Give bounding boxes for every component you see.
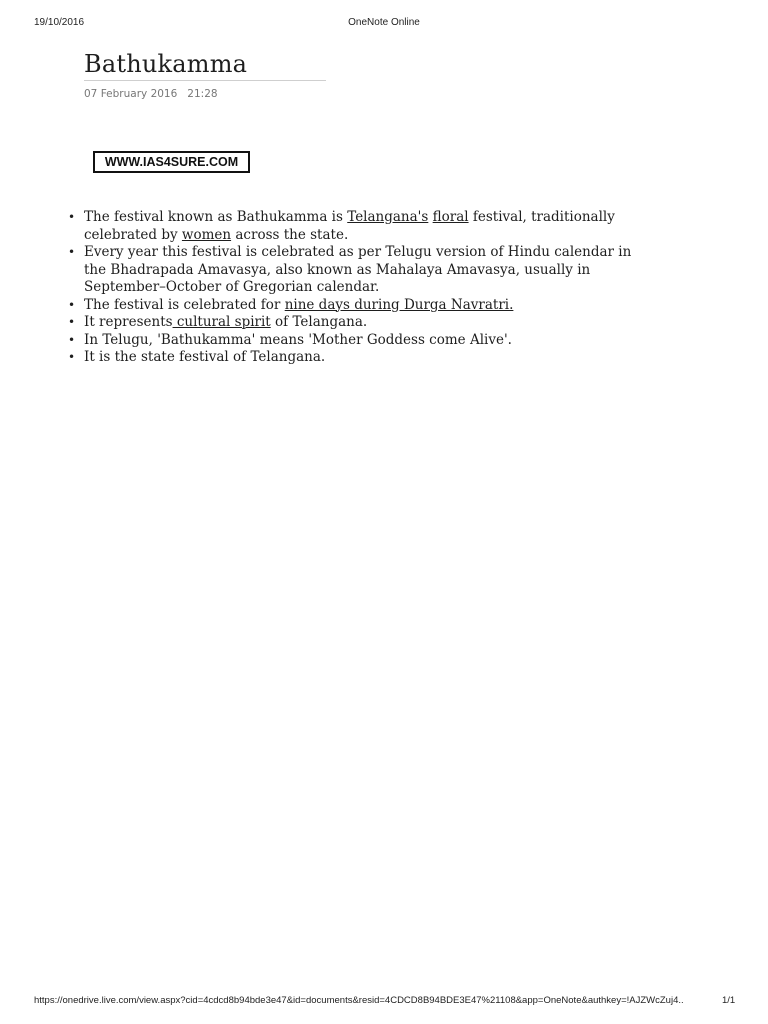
bullet-item: [84, 297, 654, 315]
print-header: [0, 17, 768, 31]
bullet-text: Every year this festival is celebrated as per Telugu version of Hindu calendar in the Bhadrapada Amavasya, also known as Mahalaya Amavasya, usually in September–October of Gregorian calendar.: [84, 244, 632, 295]
bullet-text: It represents: [84, 314, 173, 330]
print-url: https://onedrive.live.com/view.aspx?cid=4cdcd8b94bde3e47&id=documents&resid=4CDCD8B94BDE3E47%21108&app=OneNote&authkey=!AJZWcZuj4..: [34, 995, 684, 1006]
page-count: 1/1: [722, 995, 736, 1006]
page-date: 07 February 2016: [84, 88, 178, 100]
title-divider: [84, 80, 326, 81]
underlined-text: Telangana's: [347, 209, 429, 225]
bullet-text: In Telugu, 'Bathukamma' means 'Mother Goddess come Alive'.: [84, 331, 512, 348]
page-title: Bathukamma: [84, 50, 248, 78]
bullet-text: The festival known as Bathukamma is: [84, 209, 348, 225]
bullet-item: [84, 314, 654, 332]
bullet-list: [64, 209, 654, 367]
bullet-text: The festival is celebrated for: [84, 296, 285, 313]
print-title: OneNote Online: [348, 17, 420, 28]
print-date: 19/10/2016: [34, 17, 85, 28]
watermark-box: [93, 151, 250, 173]
print-footer: [0, 995, 768, 1009]
bullet-item: [84, 349, 654, 367]
bullet-text: It is the state festival of Telangana.: [84, 349, 326, 365]
bullet-text: of Telangana.: [270, 314, 368, 330]
page-meta: [84, 88, 218, 100]
underlined-text: nine days during Durga Navratri.: [284, 296, 514, 313]
bullet-item: [84, 332, 654, 350]
underlined-text: cultural spirit: [172, 314, 271, 330]
underlined-text: women: [181, 226, 232, 243]
bullet-item: [84, 209, 654, 244]
page-time: 21:28: [187, 88, 218, 100]
bullet-text: across the state.: [231, 226, 349, 243]
watermark-text: WWW.IAS4SURE.COM: [104, 155, 239, 169]
underlined-text: floral: [432, 209, 469, 225]
bullet-item: [84, 244, 654, 297]
bullet-text: festival, traditionally celebrated by: [84, 209, 615, 243]
